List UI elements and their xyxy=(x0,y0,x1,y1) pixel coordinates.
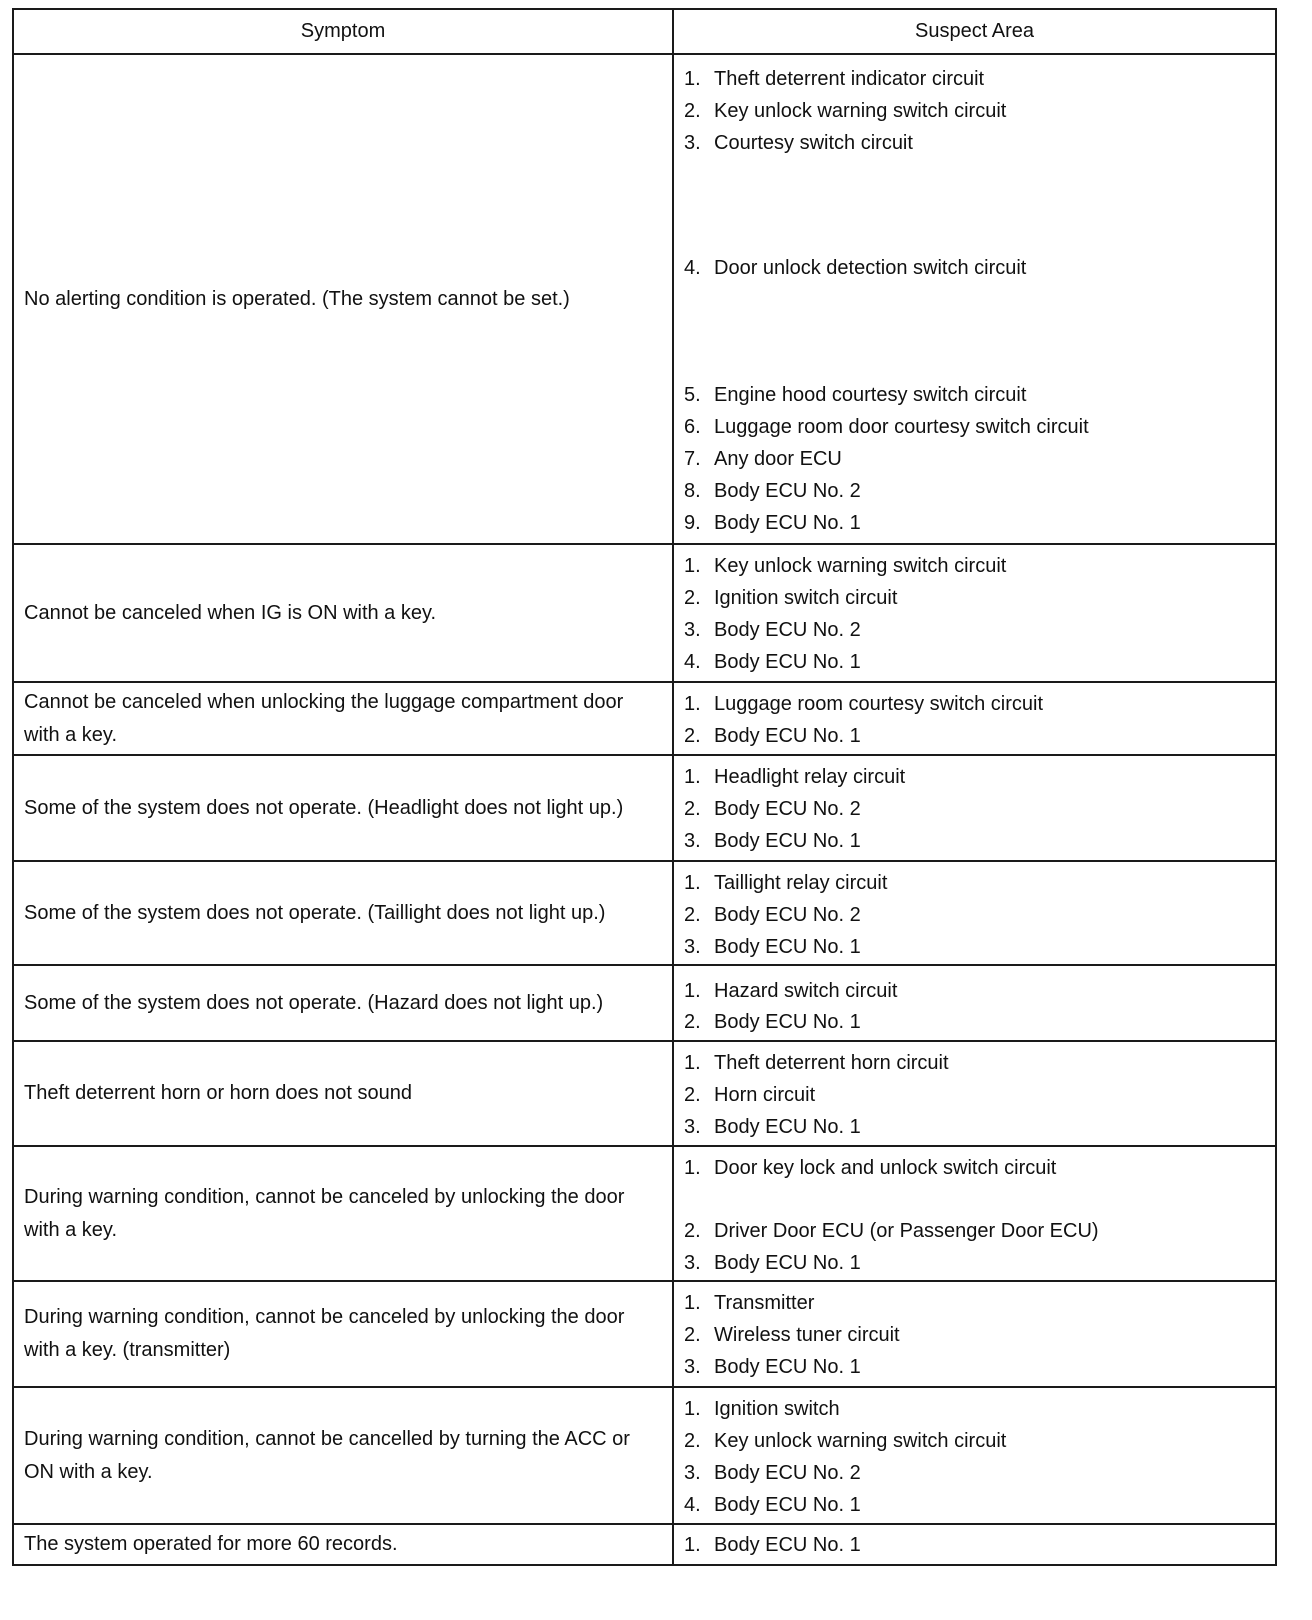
item-text: Engine hood courtesy switch circuit xyxy=(714,384,1027,406)
table-row xyxy=(13,1041,1276,1146)
item-number: 4. xyxy=(684,651,701,673)
suspect-area-item xyxy=(684,252,1026,285)
item-text: Driver Door ECU (or Passenger Door ECU) xyxy=(714,1220,1099,1242)
suspect-area-item xyxy=(684,379,1026,412)
suspect-area-item xyxy=(684,443,842,476)
item-text: Body ECU No. 2 xyxy=(714,798,861,820)
item-number: 1. xyxy=(684,1534,701,1556)
table-body xyxy=(13,54,1276,1565)
symptom-cell: Cannot be canceled when IG is ON with a key. xyxy=(13,544,673,682)
suspect-area-item xyxy=(684,646,861,679)
item-number: 1. xyxy=(684,693,701,715)
symptom-cell: Cannot be canceled when unlocking the luggage compartment door with a key. xyxy=(13,682,673,755)
item-text: Body ECU No. 1 xyxy=(714,725,861,747)
item-text: Key unlock warning switch circuit xyxy=(714,100,1007,122)
item-number: 3. xyxy=(684,1462,701,1484)
suspect-area-item xyxy=(684,793,861,826)
suspect-area-item xyxy=(684,1047,949,1080)
suspect-area-cell xyxy=(673,544,1276,682)
table-row xyxy=(13,1281,1276,1387)
item-text: Courtesy switch circuit xyxy=(714,132,913,154)
item-number: 2. xyxy=(684,1324,701,1346)
item-number: 1. xyxy=(684,1052,701,1074)
item-number: 1. xyxy=(684,1398,701,1420)
suspect-area-item xyxy=(684,1457,861,1490)
item-number: 9. xyxy=(684,512,701,534)
suspect-area-item xyxy=(684,899,861,932)
suspect-area-item xyxy=(684,931,861,964)
suspect-area-item xyxy=(684,582,897,615)
item-number: 1. xyxy=(684,872,701,894)
item-text: Body ECU No. 1 xyxy=(714,1011,861,1033)
symptom-cell: Some of the system does not operate. (Hazard does not light up.) xyxy=(13,965,673,1041)
symptom-cell: No alerting condition is operated. (The system cannot be set.) xyxy=(13,54,673,544)
suspect-area-item xyxy=(684,825,861,858)
suspect-area-item xyxy=(684,1529,861,1562)
item-text: Ignition switch circuit xyxy=(714,587,898,609)
item-number: 3. xyxy=(684,619,701,641)
item-number: 8. xyxy=(684,480,701,502)
suspect-area-item xyxy=(684,1152,1056,1185)
suspect-area-cell xyxy=(673,1041,1276,1146)
item-text: Luggage room courtesy switch circuit xyxy=(714,693,1044,715)
suspect-area-item xyxy=(684,127,913,160)
suspect-area-item xyxy=(684,1425,1006,1458)
suspect-area-cell xyxy=(673,755,1276,861)
item-number: 1. xyxy=(684,1157,701,1179)
suspect-area-cell xyxy=(673,1146,1276,1281)
item-number: 4. xyxy=(684,1494,701,1516)
suspect-area-item xyxy=(684,867,887,900)
suspect-area-item xyxy=(684,1489,861,1522)
item-text: Body ECU No. 2 xyxy=(714,480,861,502)
symptom-cell: The system operated for more 60 records. xyxy=(13,1524,673,1565)
item-text: Key unlock warning switch circuit xyxy=(714,1430,1007,1452)
item-text: Body ECU No. 1 xyxy=(714,1356,861,1378)
item-text: Body ECU No. 1 xyxy=(714,936,861,958)
item-text: Horn circuit xyxy=(714,1084,816,1106)
item-text: Taillight relay circuit xyxy=(714,872,888,894)
suspect-area-item xyxy=(684,95,1006,128)
suspect-area-item xyxy=(684,1393,840,1426)
item-number: 1. xyxy=(684,555,701,577)
suspect-area-item xyxy=(684,1215,1099,1248)
suspect-area-cell xyxy=(673,861,1276,965)
item-text: Theft deterrent horn circuit xyxy=(714,1052,949,1074)
suspect-area-item xyxy=(684,614,861,647)
item-text: Body ECU No. 1 xyxy=(714,1494,861,1516)
item-number: 3. xyxy=(684,132,701,154)
suspect-area-item xyxy=(684,507,861,540)
item-number: 5. xyxy=(684,384,701,406)
item-number: 3. xyxy=(684,830,701,852)
suspect-area-item xyxy=(684,63,984,96)
suspect-area-item xyxy=(684,1079,815,1112)
suspect-area-item xyxy=(684,720,861,753)
item-text: Luggage room door courtesy switch circuit xyxy=(714,416,1089,438)
item-text: Door key lock and unlock switch circuit xyxy=(714,1157,1057,1179)
item-text: Any door ECU xyxy=(714,448,842,470)
suspect-area-header: Suspect Area xyxy=(673,9,1276,54)
item-number: 6. xyxy=(684,416,701,438)
symptom-cell: Some of the system does not operate. (Headlight does not light up.) xyxy=(13,755,673,861)
item-number: 3. xyxy=(684,1116,701,1138)
suspect-area-item xyxy=(684,411,1089,444)
table-row xyxy=(13,682,1276,755)
item-number: 2. xyxy=(684,725,701,747)
suspect-area-cell xyxy=(673,965,1276,1041)
symptom-cell: During warning condition, cannot be cancelled by turning the ACC or ON with a key. xyxy=(13,1387,673,1524)
suspect-area-cell xyxy=(673,1524,1276,1565)
troubleshooting-table xyxy=(12,8,1277,1566)
suspect-area-item xyxy=(684,688,1043,721)
suspect-area-cell xyxy=(673,1387,1276,1524)
table-row xyxy=(13,861,1276,965)
item-text: Body ECU No. 1 xyxy=(714,651,861,673)
item-text: Wireless tuner circuit xyxy=(714,1324,900,1346)
suspect-area-item xyxy=(684,1319,900,1352)
table-row xyxy=(13,1387,1276,1524)
suspect-area-item xyxy=(684,475,861,508)
item-text: Transmitter xyxy=(714,1292,815,1314)
item-text: Hazard switch circuit xyxy=(714,980,898,1002)
item-text: Body ECU No. 1 xyxy=(714,1116,861,1138)
item-number: 3. xyxy=(684,1252,701,1274)
suspect-area-cell xyxy=(673,1281,1276,1387)
suspect-area-item xyxy=(684,1351,861,1384)
item-number: 2. xyxy=(684,100,701,122)
item-text: Body ECU No. 1 xyxy=(714,830,861,852)
suspect-area-cell xyxy=(673,54,1276,544)
suspect-area-item xyxy=(684,550,1006,583)
suspect-area-item xyxy=(684,1247,861,1280)
suspect-area-item xyxy=(684,761,905,794)
symptom-cell: Theft deterrent horn or horn does not sound xyxy=(13,1041,673,1146)
item-text: Body ECU No. 1 xyxy=(714,512,861,534)
table-row xyxy=(13,965,1276,1041)
item-number: 2. xyxy=(684,1220,701,1242)
item-number: 2. xyxy=(684,904,701,926)
item-number: 1. xyxy=(684,766,701,788)
item-text: Door unlock detection switch circuit xyxy=(714,257,1027,279)
item-number: 1. xyxy=(684,980,701,1002)
item-number: 3. xyxy=(684,1356,701,1378)
item-text: Ignition switch xyxy=(714,1398,840,1420)
table-row xyxy=(13,755,1276,861)
suspect-area-item xyxy=(684,1287,814,1320)
item-text: Body ECU No. 2 xyxy=(714,904,861,926)
item-number: 4. xyxy=(684,257,701,279)
item-number: 7. xyxy=(684,448,701,470)
item-number: 2. xyxy=(684,587,701,609)
item-number: 2. xyxy=(684,1430,701,1452)
symptom-cell: Some of the system does not operate. (Taillight does not light up.) xyxy=(13,861,673,965)
symptom-cell: During warning condition, cannot be canceled by unlocking the door with a key. (transmitter) xyxy=(13,1281,673,1387)
suspect-area-item xyxy=(684,975,897,1008)
item-text: Body ECU No. 2 xyxy=(714,619,861,641)
table-row xyxy=(13,1146,1276,1281)
item-text: Body ECU No. 1 xyxy=(714,1252,861,1274)
item-number: 1. xyxy=(684,1292,701,1314)
suspect-area-item xyxy=(684,1111,861,1144)
suspect-area-cell xyxy=(673,682,1276,755)
suspect-area-item xyxy=(684,1006,861,1039)
item-text: Theft deterrent indicator circuit xyxy=(714,68,985,90)
item-text: Body ECU No. 1 xyxy=(714,1534,861,1556)
item-text: Body ECU No. 2 xyxy=(714,1462,861,1484)
symptom-cell: During warning condition, cannot be canceled by unlocking the door with a key. xyxy=(13,1146,673,1281)
item-text: Headlight relay circuit xyxy=(714,766,906,788)
item-number: 2. xyxy=(684,1084,701,1106)
item-text: Key unlock warning switch circuit xyxy=(714,555,1007,577)
item-number: 2. xyxy=(684,798,701,820)
item-number: 3. xyxy=(684,936,701,958)
item-number: 2. xyxy=(684,1011,701,1033)
table-row xyxy=(13,1524,1276,1565)
header-row xyxy=(13,9,1276,54)
table-row xyxy=(13,544,1276,682)
table-row xyxy=(13,54,1276,544)
symptom-header: Symptom xyxy=(13,9,673,54)
item-number: 1. xyxy=(684,68,701,90)
